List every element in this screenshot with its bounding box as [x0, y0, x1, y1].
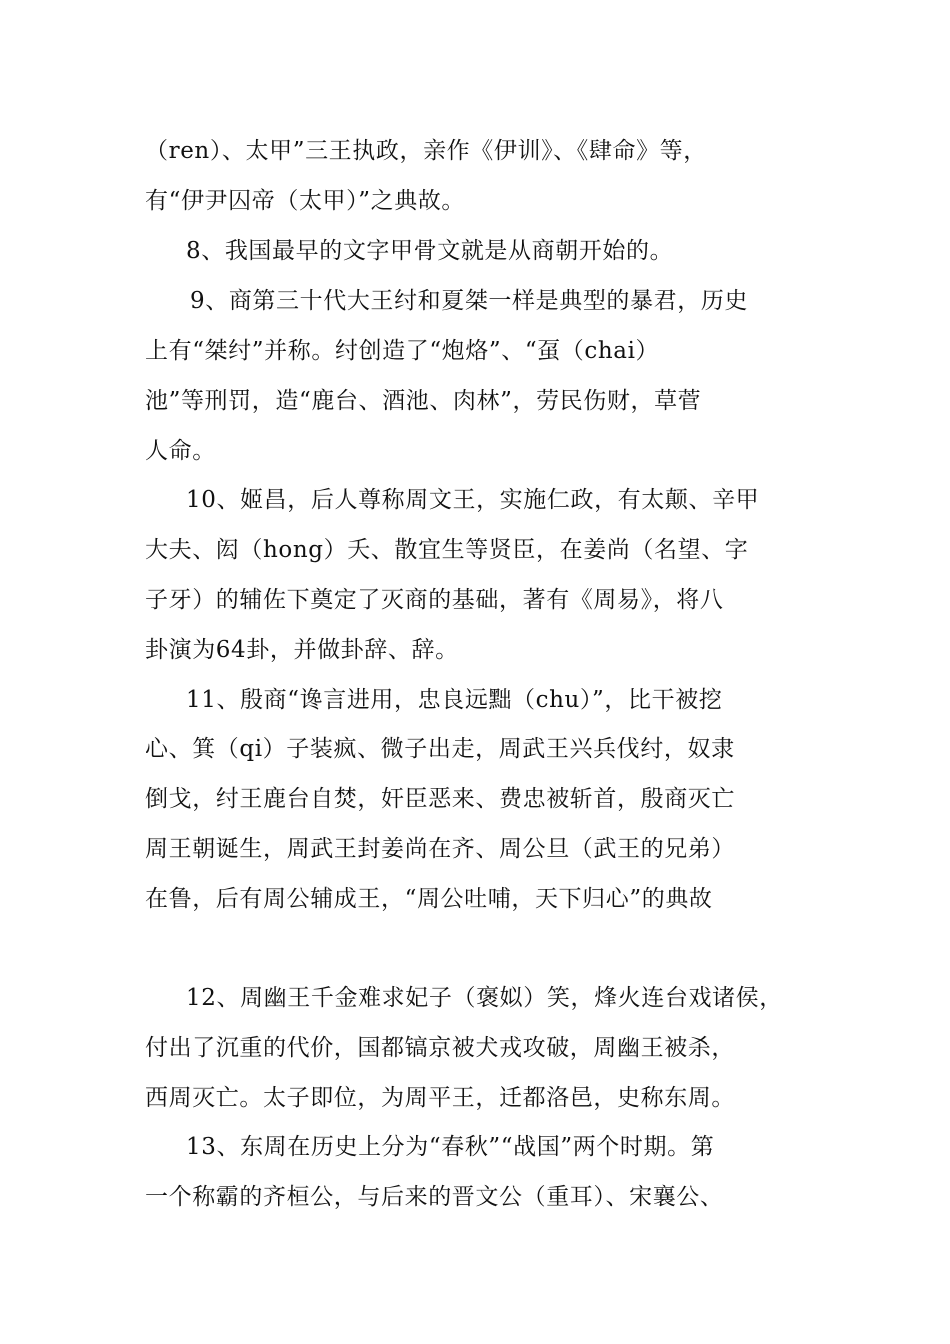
- text-line: 周王朝诞生，周武王封姜尚在齐、周公旦（武王的兄弟）: [145, 836, 735, 862]
- text-line: 8、我国最早的文字甲骨文就是从商朝开始的。: [186, 238, 674, 264]
- text-line: 大夫、闳（hong）夭、散宜生等贤臣，在姜尚（名望、字: [145, 537, 749, 563]
- text-line: 卦演为64卦，并做卦辞、辞。: [145, 637, 459, 663]
- text-line: 13、东周在历史上分为“春秋”“战国”两个时期。第: [186, 1134, 715, 1160]
- text-line: 付出了沉重的代价，国都镐京被犬戎攻破，周幽王被杀，: [145, 1035, 735, 1061]
- text-line: （ren）、太甲”三王执政，亲作《伊训》、《肆命》等，: [145, 138, 707, 164]
- text-line: 人命。: [145, 438, 216, 464]
- text-line: 12、周幽王千金难求妃子（褒姒）笑，烽火连台戏诸侯，: [186, 985, 783, 1011]
- text-line: 一个称霸的齐桓公，与后来的晋文公（重耳）、宋襄公、: [145, 1184, 724, 1210]
- text-line: 上有“桀纣”并称。纣创造了“炮烙”、“虿（chai）: [145, 338, 660, 364]
- text-line: 倒戈，纣王鹿台自焚，奸臣恶来、费忠被斩首，殷商灭亡: [145, 786, 735, 812]
- text-line: 9、商第三十代大王纣和夏桀一样是典型的暴君，历史: [190, 288, 749, 314]
- text-line: 心、箕（qi）子装疯、微子出走，周武王兴兵伐纣，奴隶: [145, 736, 735, 762]
- text-line: 在鲁，后有周公辅成王，“周公吐哺，天下归心”的典故: [145, 886, 713, 912]
- text-line: 西周灭亡。太子即位，为周平王，迁都洛邑，史称东周。: [145, 1085, 735, 1111]
- text-line: 池”等刑罚，造“鹿台、酒池、肉林”，劳民伤财，草菅: [145, 388, 702, 414]
- text-line: 11、殷商“谗言进用，忠良远黜（chu）”，比干被挖: [186, 687, 723, 713]
- text-line: 子牙）的辅佐下奠定了灭商的基础，著有《周易》，将八: [145, 587, 724, 613]
- text-line: 有“伊尹囚帝（太甲）”之典故。: [145, 188, 466, 214]
- text-line: 10、姬昌，后人尊称周文王，实施仁政，有太颠、辛甲: [186, 487, 760, 513]
